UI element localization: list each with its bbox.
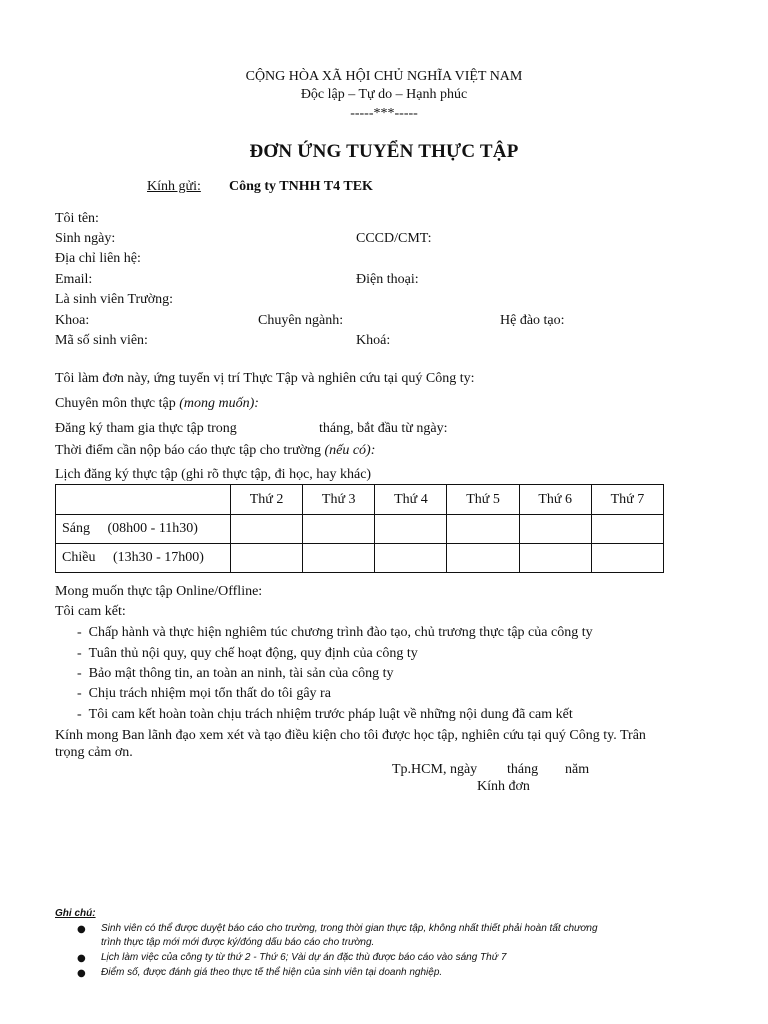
specialty-label: Chuyên môn thực tập (55, 396, 176, 411)
commit-label: Tôi cam kết: (55, 604, 126, 619)
field-faculty: Khoa: (55, 313, 90, 328)
date-place: Tp.HCM, ngày (392, 762, 478, 777)
day-header: Thứ 7 (591, 485, 663, 515)
commitment-item: - Chấp hành và thực hiện nghiêm túc chương trình đào tạo, chủ trương thực tập của công ty (77, 625, 593, 640)
schedule-cell[interactable] (591, 544, 663, 573)
row-time: (13h30 - 17h00) (112, 550, 204, 565)
schedule-table (55, 484, 664, 573)
schedule-cell[interactable] (591, 515, 663, 544)
note-item: Lịch làm việc của công ty từ thứ 2 - Thứ 6; Vài dự án đặc thù được báo cáo vào sáng Thứ 7 (101, 952, 507, 963)
field-program: Hệ đào tạo: (500, 313, 565, 328)
bullet-icon: ● (77, 968, 86, 979)
date-year: năm (565, 762, 590, 777)
document-title: ĐƠN ỨNG TUYỂN THỰC TẬP (249, 141, 519, 162)
schedule-cell[interactable] (375, 544, 447, 573)
country-heading: CỘNG HÒA XÃ HỘI CHỦ NGHĨA VIỆT NAM (245, 69, 523, 84)
report-line (55, 443, 375, 459)
separator: -----***----- (350, 106, 418, 121)
mode-line: Mong muốn thực tập Online/Offline: (55, 584, 263, 599)
register-label: Đăng ký tham gia thực tập trong (55, 421, 237, 436)
commitment-item: - Tôi cam kết hoàn toàn chịu trách nhiệm trước pháp luật về những nội dung đã cam kết (77, 707, 573, 722)
commitment-text: Bảo mật thông tin, an toàn an ninh, tài sản của công ty (88, 666, 394, 681)
row-label: Chiều (62, 550, 96, 565)
report-note: (nếu có): (324, 443, 376, 458)
motto: Độc lập – Tự do – Hạnh phúc (300, 87, 468, 102)
schedule-row-afternoon (56, 544, 664, 573)
field-student-id: Mã số sinh viên: (55, 333, 148, 348)
note-item: Sinh viên có thể được duyệt báo cáo cho trường, trong thời gian thực tập, không nhất thiết phải hoàn tất chương (101, 923, 598, 934)
specialty-note: (mong muốn): (179, 396, 259, 411)
field-email: Email: (55, 272, 93, 287)
commitment-text: Tuân thủ nội quy, quy chế hoạt động, quy định của công ty (88, 646, 418, 661)
schedule-cell[interactable] (447, 544, 519, 573)
note-item: Điểm số, được đánh giá theo thực tế thể hiện của sinh viên tại doanh nghiệp. (101, 967, 443, 978)
day-header: Thứ 5 (447, 485, 519, 515)
schedule-row-morning (56, 515, 664, 544)
specialty-line (55, 396, 259, 412)
day-header: Thứ 4 (375, 485, 447, 515)
commitment-text: Tôi cam kết hoàn toàn chịu trách nhiệm trước pháp luật về những nội dung đã cam kết (88, 707, 573, 722)
closing-line-1: Kính mong Ban lãnh đạo xem xét và tạo điều kiện cho tôi được học tập, nghiên cứu tại quý Công ty. Trân (55, 728, 646, 743)
field-id: CCCD/CMT: (356, 231, 432, 246)
note-item: trình thực tập mới mới được ký/đóng dấu báo cáo cho trường. (101, 937, 375, 948)
day-header: Thứ 2 (231, 485, 303, 515)
signature-label: Kính đơn (477, 779, 530, 794)
field-dob: Sinh ngày: (55, 231, 116, 246)
commitment-item: - Bảo mật thông tin, an toàn an ninh, tài sản của công ty (77, 666, 394, 681)
commitment-item: - Tuân thủ nội quy, quy chế hoạt động, quy định của công ty (77, 646, 418, 661)
field-address: Địa chỉ liên hệ: (55, 251, 141, 266)
schedule-cell[interactable] (303, 544, 375, 573)
schedule-cell[interactable] (231, 544, 303, 573)
date-month: tháng (507, 762, 539, 777)
field-school: Là sinh viên Trường: (55, 292, 174, 307)
closing-line-2: trọng cảm ơn. (55, 745, 133, 760)
field-name: Tôi tên: (55, 211, 99, 226)
commitment-text: Chịu trách nhiệm mọi tổn thất do tôi gây ra (88, 686, 331, 701)
notes-label: Ghi chú: (55, 908, 96, 919)
schedule-cell[interactable] (303, 515, 375, 544)
row-label-cell (56, 544, 231, 573)
recipient-label: Kính gửi: (147, 179, 201, 194)
field-major: Chuyên ngành: (258, 313, 344, 328)
intro-text: Tôi làm đơn này, ứng tuyển vị trí Thực Tập và nghiên cứu tại quý Công ty: (55, 371, 475, 386)
schedule-label: Lịch đăng ký thực tập (ghi rõ thực tập, đi học, hay khác) (55, 467, 372, 482)
schedule-cell[interactable] (519, 515, 591, 544)
field-phone: Điện thoại: (356, 272, 419, 287)
bullet-icon: ● (77, 924, 86, 935)
recipient-name: Công ty TNHH T4 TEK (229, 179, 373, 194)
commitment-item: - Chịu trách nhiệm mọi tổn thất do tôi gây ra (77, 686, 331, 701)
commitment-text: Chấp hành và thực hiện nghiêm túc chương trình đào tạo, chủ trương thực tập của công ty (88, 625, 593, 640)
schedule-cell[interactable] (519, 544, 591, 573)
schedule-cell[interactable] (447, 515, 519, 544)
schedule-cell[interactable] (231, 515, 303, 544)
row-label-cell (56, 515, 231, 544)
register-start-label: tháng, bắt đầu từ ngày: (319, 421, 448, 436)
day-header: Thứ 6 (519, 485, 591, 515)
row-time: (08h00 - 11h30) (107, 521, 198, 536)
field-course: Khoá: (356, 333, 391, 348)
row-label: Sáng (62, 521, 90, 536)
day-header: Thứ 3 (303, 485, 375, 515)
schedule-cell[interactable] (375, 515, 447, 544)
bullet-icon: ● (77, 953, 86, 964)
schedule-header-row (56, 485, 664, 515)
report-label: Thời điểm cần nộp báo cáo thực tập cho trường (55, 443, 321, 458)
schedule-corner-cell (56, 485, 231, 515)
